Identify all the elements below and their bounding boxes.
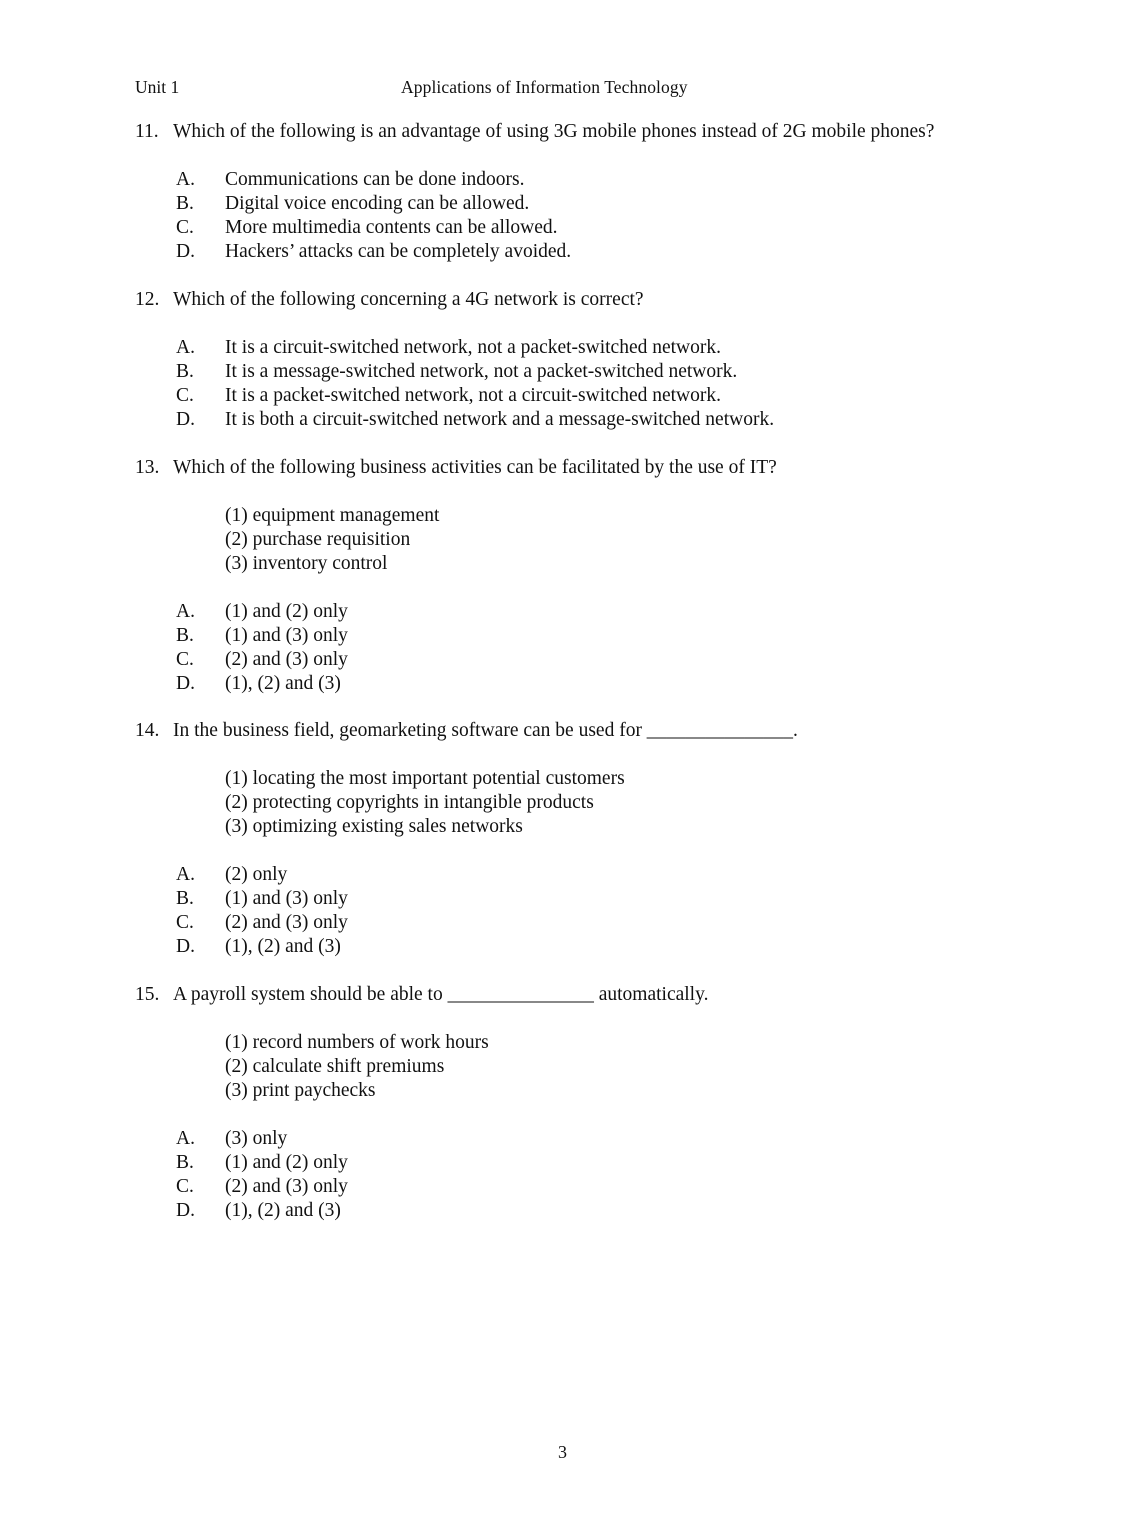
question-15 — [135, 983, 1035, 1223]
question-11 — [135, 120, 1035, 264]
option-text: (1), (2) and (3) — [225, 1200, 341, 1221]
question-stem — [135, 456, 1035, 480]
option-c — [176, 1175, 1035, 1199]
option-b — [176, 624, 1035, 648]
statement-item: (3) optimizing existing sales networks — [225, 816, 523, 837]
option-letter: C. — [176, 649, 194, 670]
option-letter: C. — [176, 217, 194, 238]
option-text: It is a message-switched network, not a packet-switched network. — [225, 361, 738, 382]
option-a — [176, 600, 1035, 624]
question-number: 15. — [135, 984, 160, 1005]
question-number: 12. — [135, 289, 160, 310]
question-13 — [135, 456, 1035, 696]
question-text: A payroll system should be able to _______________ automatically. — [173, 984, 709, 1005]
option-c — [176, 384, 1035, 408]
option-d — [176, 1199, 1035, 1223]
option-text: It is both a circuit-switched network and a message-switched network. — [225, 409, 775, 430]
option-d — [176, 672, 1035, 696]
option-letter: B. — [176, 361, 194, 382]
option-letter: A. — [176, 337, 195, 358]
option-b — [176, 887, 1035, 911]
option-text: (2) and (3) only — [225, 1176, 348, 1197]
statement-list — [135, 1031, 1035, 1103]
option-letter: C. — [176, 912, 194, 933]
option-a — [176, 336, 1035, 360]
option-a — [176, 863, 1035, 887]
header-title: Applications of Information Technology — [401, 77, 688, 97]
option-letter: B. — [176, 888, 194, 909]
option-text: (2) only — [225, 864, 288, 885]
option-text: Hackers’ attacks can be completely avoided. — [225, 241, 572, 262]
option-list — [135, 336, 1035, 432]
option-text: (1), (2) and (3) — [225, 673, 341, 694]
question-text: In the business field, geomarketing software can be used for _______________. — [173, 720, 798, 741]
option-d — [176, 408, 1035, 432]
option-text: (2) and (3) only — [225, 649, 348, 670]
option-text: (1), (2) and (3) — [225, 936, 341, 957]
option-text: Digital voice encoding can be allowed. — [225, 193, 530, 214]
option-letter: A. — [176, 864, 195, 885]
question-text: Which of the following business activities can be facilitated by the use of IT? — [173, 457, 777, 478]
option-a — [176, 168, 1035, 192]
option-letter: C. — [176, 385, 194, 406]
page-number: 3 — [558, 1442, 567, 1462]
option-text: (2) and (3) only — [225, 912, 348, 933]
option-list — [135, 863, 1035, 959]
option-d — [176, 935, 1035, 959]
question-number: 11. — [135, 121, 159, 142]
option-text: It is a packet-switched network, not a circuit-switched network. — [225, 385, 722, 406]
option-letter: A. — [176, 169, 195, 190]
option-c — [176, 648, 1035, 672]
option-letter: D. — [176, 1200, 195, 1221]
statement-item: (2) protecting copyrights in intangible products — [225, 792, 594, 813]
option-b — [176, 1151, 1035, 1175]
question-stem — [135, 719, 1035, 743]
option-letter: A. — [176, 1128, 195, 1149]
option-text: (1) and (3) only — [225, 625, 348, 646]
option-letter: C. — [176, 1176, 194, 1197]
option-text: (1) and (2) only — [225, 1152, 348, 1173]
option-a — [176, 1127, 1035, 1151]
question-text: Which of the following concerning a 4G network is correct? — [173, 289, 644, 310]
option-text: (3) only — [225, 1128, 288, 1149]
question-number: 13. — [135, 457, 160, 478]
question-14 — [135, 719, 1035, 959]
option-b — [176, 192, 1035, 216]
option-letter: B. — [176, 625, 194, 646]
option-list — [135, 600, 1035, 696]
statement-list — [135, 504, 1035, 576]
statement-item: (3) inventory control — [225, 553, 388, 574]
question-stem — [135, 288, 1035, 312]
unit-label: Unit 1 — [135, 77, 180, 97]
statement-item: (1) record numbers of work hours — [225, 1032, 489, 1053]
option-letter: D. — [176, 936, 195, 957]
option-list — [135, 168, 1035, 264]
statement-item: (2) calculate shift premiums — [225, 1056, 445, 1077]
option-b — [176, 360, 1035, 384]
question-12 — [135, 288, 1035, 432]
option-c — [176, 216, 1035, 240]
statement-item: (3) print paychecks — [225, 1080, 376, 1101]
option-letter: B. — [176, 1152, 194, 1173]
option-list — [135, 1127, 1035, 1223]
option-d — [176, 240, 1035, 264]
option-c — [176, 911, 1035, 935]
option-letter: D. — [176, 673, 195, 694]
option-text: (1) and (3) only — [225, 888, 348, 909]
option-text: It is a circuit-switched network, not a packet-switched network. — [225, 337, 722, 358]
page-header — [135, 75, 1125, 99]
statement-item: (1) locating the most important potential customers — [225, 768, 625, 789]
question-stem — [135, 983, 1035, 1007]
statement-item: (2) purchase requisition — [225, 529, 411, 550]
statement-list — [135, 767, 1035, 839]
statement-item: (1) equipment management — [225, 505, 440, 526]
option-letter: D. — [176, 241, 195, 262]
option-letter: B. — [176, 193, 194, 214]
option-letter: D. — [176, 409, 195, 430]
question-stem — [135, 120, 1035, 144]
option-text: (1) and (2) only — [225, 601, 348, 622]
question-text: Which of the following is an advantage of using 3G mobile phones instead of 2G mobile phones? — [173, 121, 935, 142]
option-letter: A. — [176, 601, 195, 622]
option-text: More multimedia contents can be allowed. — [225, 217, 558, 238]
question-number: 14. — [135, 720, 160, 741]
option-text: Communications can be done indoors. — [225, 169, 525, 190]
